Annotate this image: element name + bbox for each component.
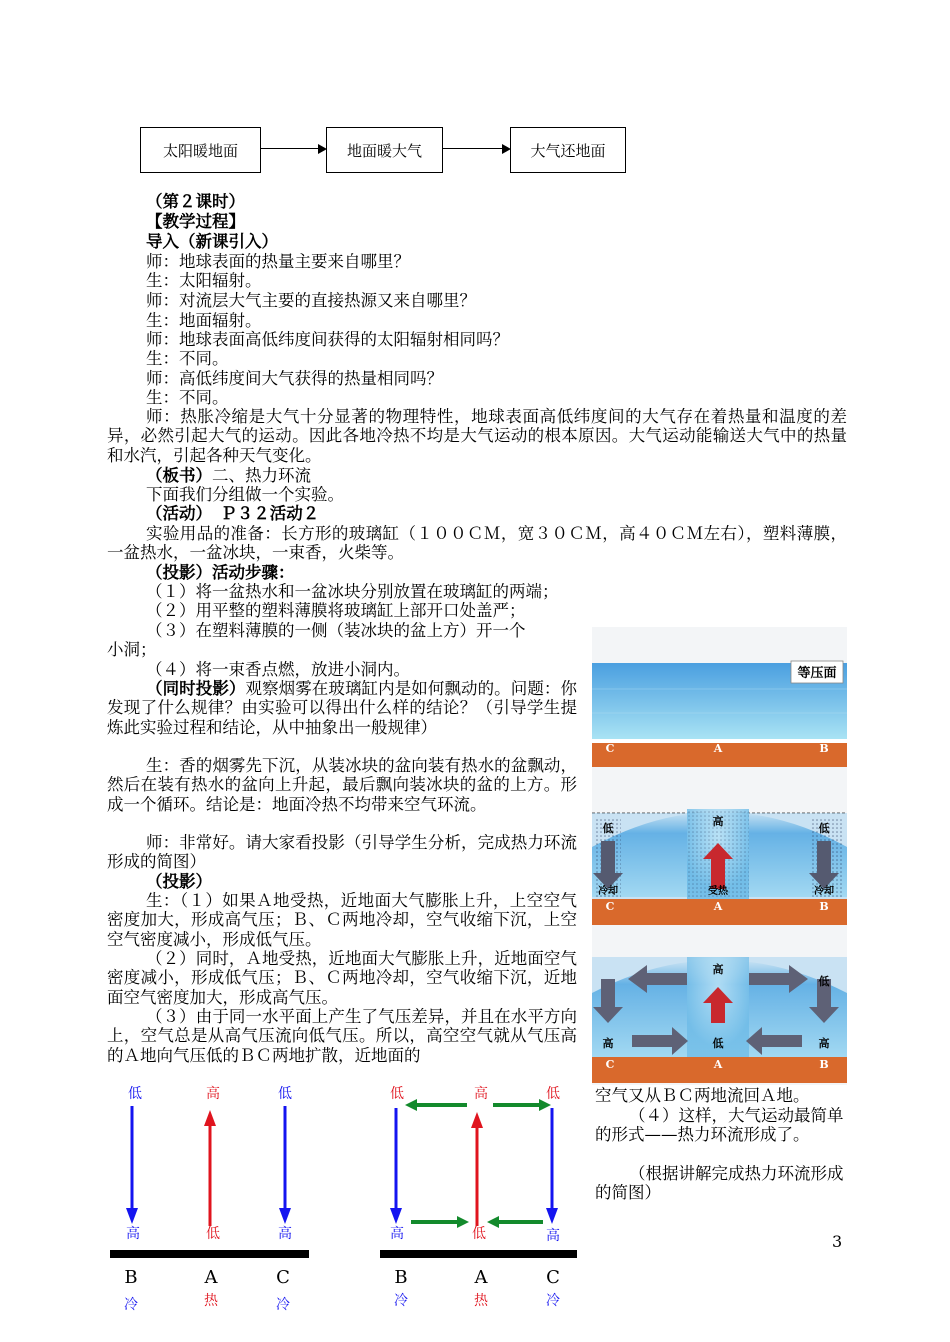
dialog-line-6: 生：不同。 (146, 349, 229, 368)
sketch2-label-c: C (546, 1267, 560, 1288)
board-label: （板书） (146, 466, 212, 485)
sketch2-arrowhead-c (546, 1208, 558, 1224)
teacher-explanation: 师：热胀冷缩是大气十分显著的物理特性，地球表面高低纬度间的大气存在着热量和温度的差异，必然引起大气的运动。因此各地冷热不均是大气运动的根本原因。大气运动能输送大气中的热量和水汽，引起各种天气变化。 (107, 407, 847, 465)
panel-2-cool-b: 冷却 (814, 886, 834, 897)
panel-3 (592, 957, 847, 1083)
flow-box-ground-warms-air: 地面暖大气 (326, 127, 443, 173)
sketch1-arrowhead-b (126, 1208, 138, 1224)
dialog-line-3: 师：对流层大气主要的直接热源又来自哪里？ (146, 291, 476, 310)
simul-label: （同时投影） (146, 679, 246, 698)
student-answer: 生：香的烟雾先下沉，从装冰块的盆向装有热水的盆飘动，然后在装有热水的盆向上升起，最后飘向装冰块的盆的上方。形成一个循环。结论是：地面冷热不均带来空气环流。 (107, 756, 577, 814)
process-heading: 【教学过程】 (146, 212, 245, 231)
sketch2-hot-a: 热 (474, 1293, 488, 1309)
sketch2-low-a: 低 (472, 1226, 486, 1242)
activity-label: （活动） Ｐ３２活动２ (146, 504, 320, 523)
panel-2-label-b: B (819, 900, 829, 913)
sketch1-low-b: 低 (128, 1086, 142, 1102)
sketch1-high-a: 高 (206, 1086, 220, 1102)
sketch1-label-c: C (276, 1267, 290, 1288)
panel-2 (592, 809, 847, 925)
panel-3-label-a: A (713, 1058, 723, 1071)
sketch2-arrowhead-b (390, 1208, 402, 1224)
panel-3-low-b: 低 (818, 975, 830, 988)
vertical-motion-sketch (105, 1078, 315, 1323)
analysis-3: （３）由于同一水平面上产生了气压差异，并且在水平方向上，空气总是从高气压流向低气压。所以，高空空气就从气压高的Ａ地向气压低的ＢＣ两地扩散，近地面的 (107, 1007, 577, 1065)
dialog-line-1: 师：地球表面的热量主要来自哪里？ (146, 252, 410, 271)
flow-box-air-returns-ground: 大气还地面 (510, 127, 626, 173)
step-2: （２）用平整的塑料薄膜将玻璃缸上部开口处盖严； (146, 601, 526, 620)
sketch1-arrowhead-a (204, 1110, 216, 1126)
board-text: 二、热力环流 (212, 466, 311, 485)
thermal-circulation-figure (592, 627, 847, 1085)
sketch2-cold-b: 冷 (394, 1293, 408, 1309)
panel-3-label-c: C (605, 1058, 615, 1071)
sketch2-arrowhead-top-left (405, 1099, 417, 1111)
panel-1-label-a: A (713, 742, 723, 755)
dialog-line-5: 师：地球表面高低纬度间获得的太阳辐射相同吗？ (146, 330, 509, 349)
board-line (146, 466, 311, 485)
panel-2-heat-a: 受热 (708, 886, 728, 897)
sketch2-arrowhead-bottom-left (457, 1216, 469, 1228)
panel-3-high-b: 高 (818, 1037, 830, 1050)
sketch2-label-b: B (394, 1267, 408, 1288)
sketch1-label-a: A (204, 1267, 218, 1288)
dialog-line-4: 生：地面辐射。 (146, 311, 262, 330)
sketch2-high-c: 高 (546, 1228, 560, 1244)
circulation-sketch (375, 1078, 585, 1323)
materials: 实验用品的准备：长方形的玻璃缸（１００ＣＭ，宽３０ＣＭ，高４０ＣＭ左右），塑料薄膜，一盆热水，一盆冰块，一束香，火柴等。 (107, 524, 847, 563)
analysis-1: 生：（１）如果Ａ地受热，近地面大气膨胀上升，上空空气密度加大，形成高气压；Ｂ、Ｃ两地冷却，空气收缩下沉，上空空气密度减小，形成低气压。 (107, 891, 577, 949)
flow-arrow-2 (443, 148, 502, 149)
panel-3-high-c: 高 (602, 1037, 614, 1050)
session-label: （第２课时） (146, 192, 245, 211)
sketch2-arrowhead-bottom-right (487, 1216, 499, 1228)
panel-3-label-b: B (819, 1058, 829, 1071)
steps-label: （投影）活动步骤： (146, 563, 295, 582)
sketch2-ground-bar (380, 1250, 577, 1258)
sketch2-high-b: 高 (390, 1226, 404, 1242)
sketch1-cold-c: 冷 (276, 1297, 290, 1313)
projection-label: （投影） (146, 872, 212, 891)
analysis-4: （４）这样，大气运动最简单的形式——热力环流形成了。 (595, 1106, 844, 1145)
sketch1-high-b: 高 (126, 1226, 140, 1242)
panel-3-low-a: 低 (712, 1037, 724, 1050)
dialog-line-8: 生：不同。 (146, 388, 229, 407)
sketch1-high-c: 高 (278, 1226, 292, 1242)
flow-box-sun-warms-ground: 太阳暖地面 (140, 127, 261, 173)
sketch2-low-c: 低 (546, 1086, 560, 1102)
sketch2-label-a: A (474, 1267, 488, 1288)
panel-3-high-a: 高 (712, 963, 724, 976)
panel-2-low-b: 低 (818, 822, 830, 835)
sketch1-low-c: 低 (278, 1086, 292, 1102)
dialog-line-7: 师：高低纬度间大气获得的热量相同吗？ (146, 369, 443, 388)
sketch1-arrowhead-c (279, 1208, 291, 1224)
sketch1-hot-a: 热 (204, 1293, 218, 1309)
sketch2-low-b: 低 (390, 1086, 404, 1102)
teacher-good: 师：非常好。请大家看投影（引导学生分析，完成热力环流形成的简图） (107, 833, 577, 872)
step-4: （４）将一束香点燃，放进小洞内。 (146, 660, 410, 679)
panel-1-label-b: B (819, 742, 829, 755)
panel-2-cool-c: 冷却 (598, 886, 618, 897)
sketch1-low-a: 低 (206, 1226, 220, 1242)
step-1: （１）将一盆热水和一盆冰块分别放置在玻璃缸的两端； (146, 582, 559, 601)
panel-1-label-c: C (605, 742, 615, 755)
simul-text: 观察烟雾在玻璃缸内是如何飘动的。问题：你发现了什么规律？由实验可以得出什么样的结论？（引导学生提炼此实验过程和结论，从中抽象出一般规律） (107, 679, 578, 737)
isobar-label: 等压面 (797, 666, 837, 681)
panel-2-low-c: 低 (602, 822, 614, 835)
panel-2-label-a: A (713, 900, 723, 913)
note: （根据讲解完成热力环流形成的简图） (595, 1164, 844, 1203)
panel-2-high-a: 高 (712, 815, 724, 828)
sketch1-label-b: B (124, 1267, 138, 1288)
panel-2-label-c: C (605, 900, 615, 913)
sketch2-cold-c: 冷 (546, 1293, 560, 1309)
experiment-intro: 下面我们分组做一个实验。 (146, 485, 344, 504)
sketch1-ground-bar (110, 1250, 309, 1258)
page-number: 3 (832, 1232, 843, 1251)
sketch2-high-a: 高 (474, 1086, 488, 1102)
sketch2-arrowhead-a (471, 1112, 483, 1128)
sketch1-cold-b: 冷 (124, 1297, 138, 1313)
step-3a: （３）在塑料薄膜的一侧（装冰块的盆上方）开一个 (146, 621, 526, 640)
dialog-line-2: 生：太阳辐射。 (146, 271, 262, 290)
analysis-2: （２）同时，Ａ地受热，近地面大气膨胀上升，近地面空气密度减小，形成低气压；Ｂ、Ｃ两地冷却，空气收缩下沉，近地面空气密度加大，形成高气压。 (107, 949, 577, 1007)
simultaneous-projection (107, 679, 577, 737)
flow-arrow-1 (261, 148, 318, 149)
panel-1 (592, 661, 847, 767)
analysis-3-continued: 空气又从ＢＣ两地流回Ａ地。 (595, 1086, 810, 1105)
intro-heading: 导入（新课引入） (146, 232, 278, 251)
step-3b: 小洞； (107, 640, 157, 659)
